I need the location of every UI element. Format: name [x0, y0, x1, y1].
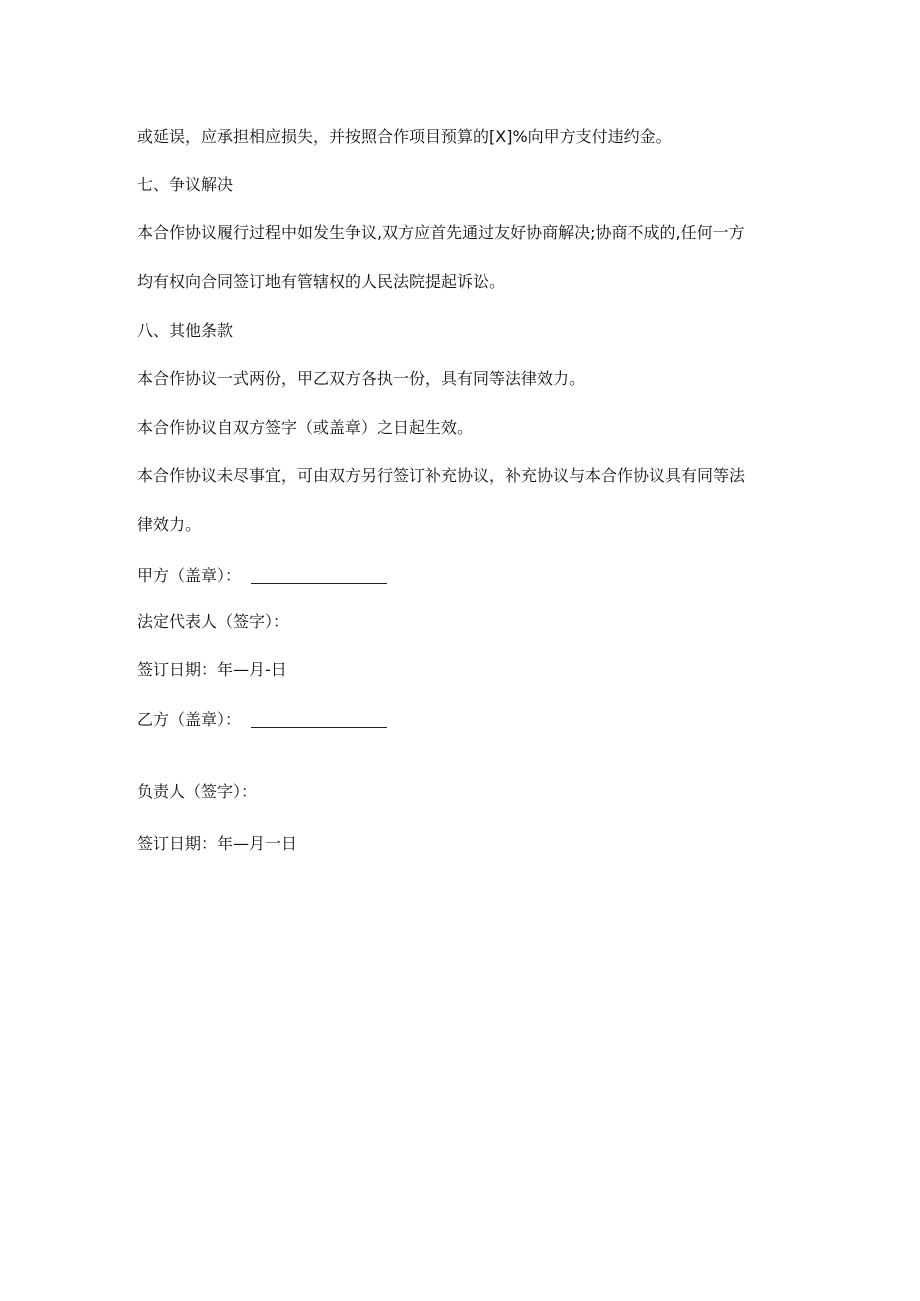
section-heading-other-terms: 八、其他条款	[137, 321, 234, 340]
paragraph-breach-continuation: 或延误，应承担相应损失，并按照合作项目预算的[X]%向甲方支付违约金。	[137, 127, 672, 146]
paragraph-supplement-line-1: 本合作协议未尽事宜，可由双方另行签订补充协议，补充协议与本合作协议具有同等法	[137, 466, 746, 485]
paragraph-dispute-line-2: 均有权向合同签订地有管辖权的人民法院提起诉讼。	[137, 272, 506, 291]
paragraph-effective: 本合作协议自双方签字（或盖章）之日起生效。	[137, 418, 474, 437]
party-a-seal-label: 甲方（盖章）：	[137, 566, 242, 585]
party-b-seal-blank	[251, 711, 387, 728]
section-heading-dispute-resolution: 七、争议解决	[137, 175, 234, 194]
party-b-seal-label: 乙方（盖章）：	[137, 710, 242, 729]
paragraph-supplement-line-2: 律效力。	[137, 515, 202, 534]
party-b-seal-row	[137, 708, 797, 730]
legal-rep-sign-label: 法定代表人（签字）：	[137, 612, 290, 631]
responsible-sign-label: 负责人（签字）：	[137, 782, 258, 801]
sign-date-a-label: 签订日期：年—月-日	[137, 660, 287, 679]
sign-date-b-label: 签订日期：年—月一日	[137, 834, 298, 853]
party-a-seal-row	[137, 564, 797, 586]
party-a-seal-blank	[251, 567, 387, 584]
paragraph-copies: 本合作协议一式两份，甲乙双方各执一份，具有同等法律效力。	[137, 369, 586, 388]
paragraph-dispute-line-1: 本合作协议履行过程中如发生争议,双方应首先通过友好协商解决;协商不成的,任何一方	[137, 223, 745, 242]
